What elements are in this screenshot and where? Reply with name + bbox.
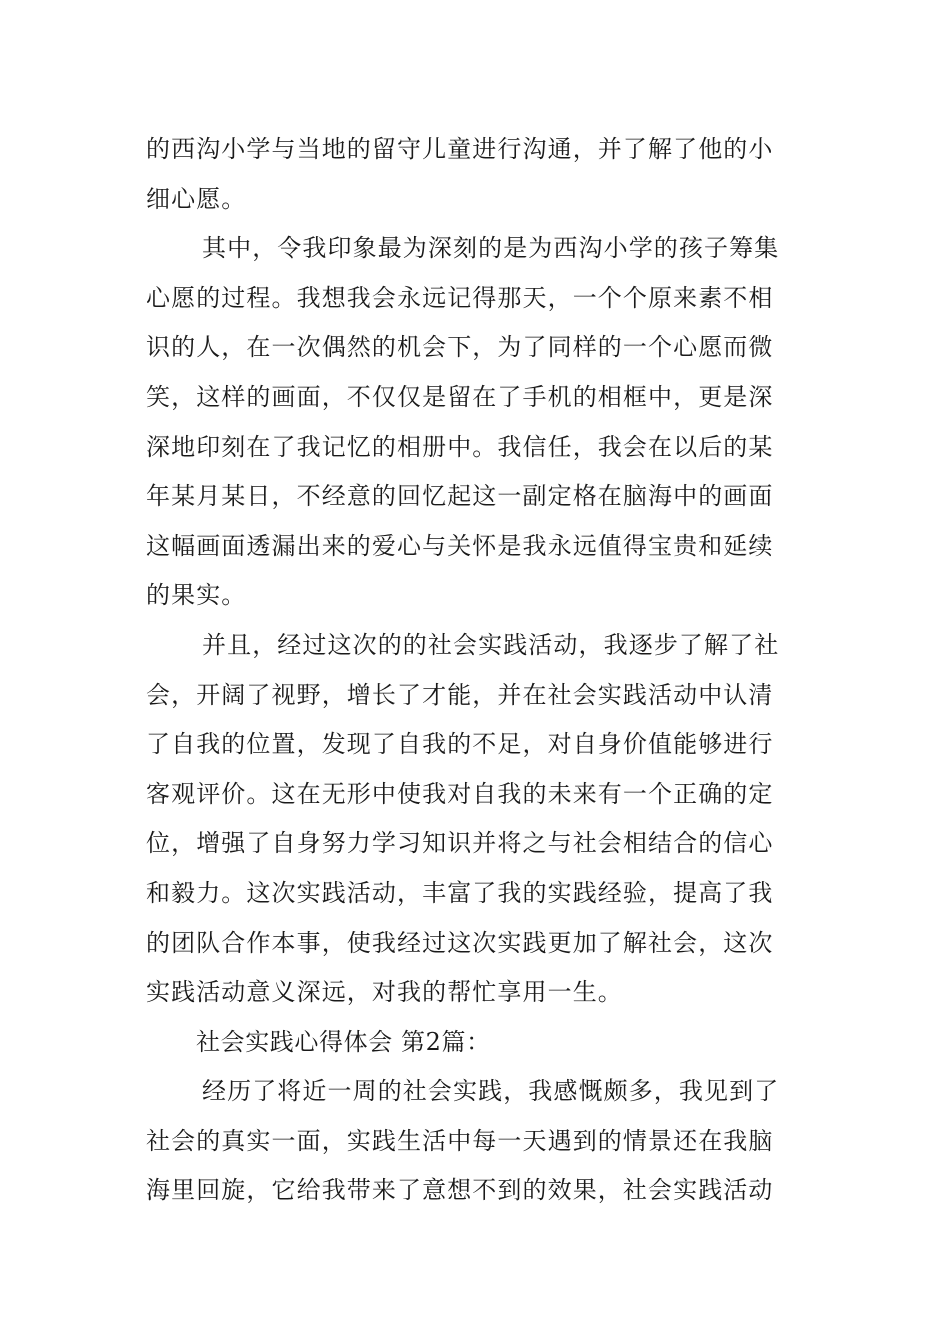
text-line: 的西沟小学与当地的留守儿童进行沟通，并了解了他的小 xyxy=(146,135,774,163)
text-line: 社会的真实一面，实践生活中每一天遇到的情景还在我脑 xyxy=(146,1126,774,1155)
text-line: 这幅画面透漏出来的爱心与关怀是我永远值得宝贵和延续 xyxy=(146,531,774,560)
text-line: 实践活动意义深远，对我的帮忙享用一生。 xyxy=(146,978,623,1007)
document-body xyxy=(146,125,806,1216)
text-line: 识的人，在一次偶然的机会下，为了同样的一个心愿而微 xyxy=(146,333,774,362)
text-line: 年某月某日，不经意的回忆起这一副定格在脑海中的画面 xyxy=(146,482,774,511)
paragraph-start-line: 其中，令我印象最为深刻的是为西沟小学的孩子筹集 xyxy=(202,234,780,263)
section-heading: 社会实践心得体会 第2篇： xyxy=(196,1027,491,1056)
text-line: 细心愿。 xyxy=(146,184,247,213)
text-line: 海里回旋，它给我带来了意想不到的效果，社会实践活动 xyxy=(146,1176,774,1205)
text-line: 客观评价。这在无形中使我对自我的未来有一个正确的定 xyxy=(146,779,774,808)
text-line: 的果实。 xyxy=(146,581,247,610)
text-line: 位，增强了自身努力学习知识并将之与社会相结合的信心 xyxy=(146,829,774,858)
paragraph-start-line: 经历了将近一周的社会实践，我感慨颇多，我见到了 xyxy=(202,1077,780,1106)
text-line: 深地印刻在了我记忆的相册中。我信任，我会在以后的某 xyxy=(146,432,774,461)
text-line: 和毅力。这次实践活动，丰富了我的实践经验，提高了我 xyxy=(146,878,774,907)
text-line: 了自我的位置，发现了自我的不足，对自身价值能够进行 xyxy=(146,730,774,759)
text-line: 心愿的过程。我想我会永远记得那天，一个个原来素不相 xyxy=(146,283,774,312)
paragraph-start-line: 并且，经过这次的的社会实践活动，我逐步了解了社 xyxy=(202,630,780,659)
text-line: 笑，这样的画面，不仅仅是留在了手机的相框中，更是深 xyxy=(146,382,774,411)
text-line: 的团队合作本事，使我经过这次实践更加了解社会，这次 xyxy=(146,928,774,957)
text-line: 会，开阔了视野，增长了才能，并在社会实践活动中认清 xyxy=(146,680,774,709)
